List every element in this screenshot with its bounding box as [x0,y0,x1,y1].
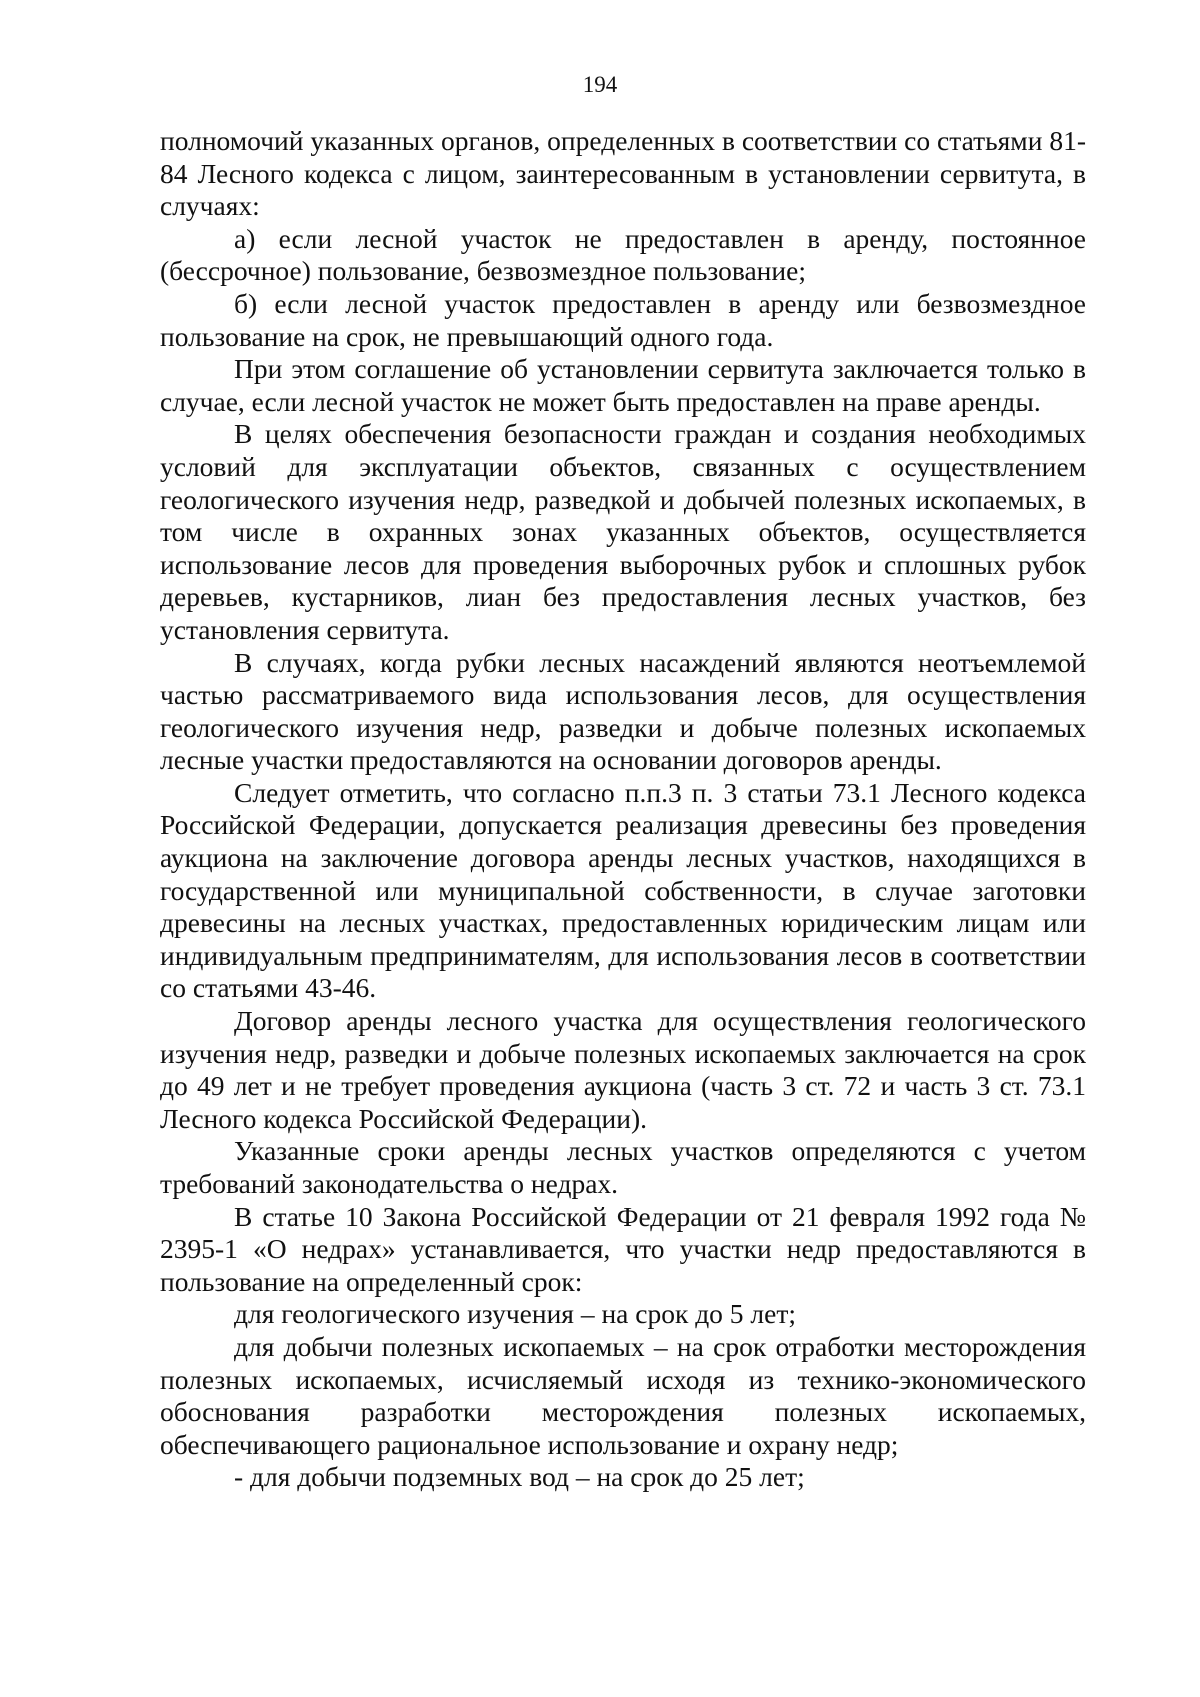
list-item: - для добычи подземных вод – на срок до 25 лет; [234,1461,805,1493]
list-item: для добычи полезных ископаемых – на срок отработки месторождения полезных ископаемых, исчисляемый исходя из технико-экономического обоснования разработки месторождения полезных ископаемых, обеспечивающего рациональное использование и охрану недр; [160,1330,1086,1460]
document-body [160,125,1086,1494]
list-item: для геологического изучения – на срок до 5 лет; [234,1298,797,1330]
paragraph: Договор аренды лесного участка для осуществления геологического изучения недр, разведки и добыче полезных ископаемых заключается на срок до 49 лет и не требует проведения аукциона (часть 3 ст. 72 и часть 3 ст. 73.1 Лесного кодекса Российской Федерации). [160,1005,1086,1134]
paragraph: б) если лесной участок предоставлен в аренду или безвозмездное пользование на срок, не превышающий одного года. [160,287,1086,352]
paragraph: В случаях, когда рубки лесных насаждений являются неотъемлемой частью рассматриваемого вида использования лесов, для осуществления геологического изучения недр, разведки и добыче полезных ископаемых лесные участки предоставляются на основании договоров аренды. [160,646,1086,776]
paragraph: Указанные сроки аренды лесных участков определяются с учетом требований законодательства о недрах. [160,1135,1086,1199]
paragraph: Следует отметить, что согласно п.п.3 п. 3 статьи 73.1 Лесного кодекса Российской Федерации, допускается реализация древесины без проведения аукциона на заключение договора аренды лесных участков, находящихся в государственной или муниципальной собственности, в случае заготовки древесины на лесных участках, предоставленных юридическим лицам или индивидуальным предпринимателям, для использования лесов в соответствии со статьями 43-46. [160,776,1086,1004]
paragraph: а) если лесной участок не предоставлен в аренду, постоянное (бессрочное) пользование, безвозмездное пользование; [160,222,1086,287]
paragraph: В статье 10 Закона Российской Федерации от 21 февраля 1992 года № 2395-1 «О недрах» устанавливается, что участки недр предоставляются в пользование на определенный срок: [160,1200,1086,1297]
page-number: 194 [582,72,618,97]
paragraph: При этом соглашение об установлении сервитута заключается только в случае, если лесной участок не может быть предоставлен на праве аренды. [160,353,1086,417]
paragraph: полномочий указанных органов, определенных в соответствии со статьями 81-84 Лесного кодекса с лицом, заинтересованным в установлении сервитута, в случаях: [160,125,1086,222]
paragraph: В целях обеспечения безопасности граждан и создания необходимых условий для эксплуатации объектов, связанных с осуществлением геологического изучения недр, разведкой и добычей полезных ископаемых, в том числе в охранных зонах указанных объектов, осуществляется использование лесов для проведения выборочных рубок и сплошных рубок деревьев, кустарников, лиан без предоставления лесных участков, без установления сервитута. [160,418,1086,645]
